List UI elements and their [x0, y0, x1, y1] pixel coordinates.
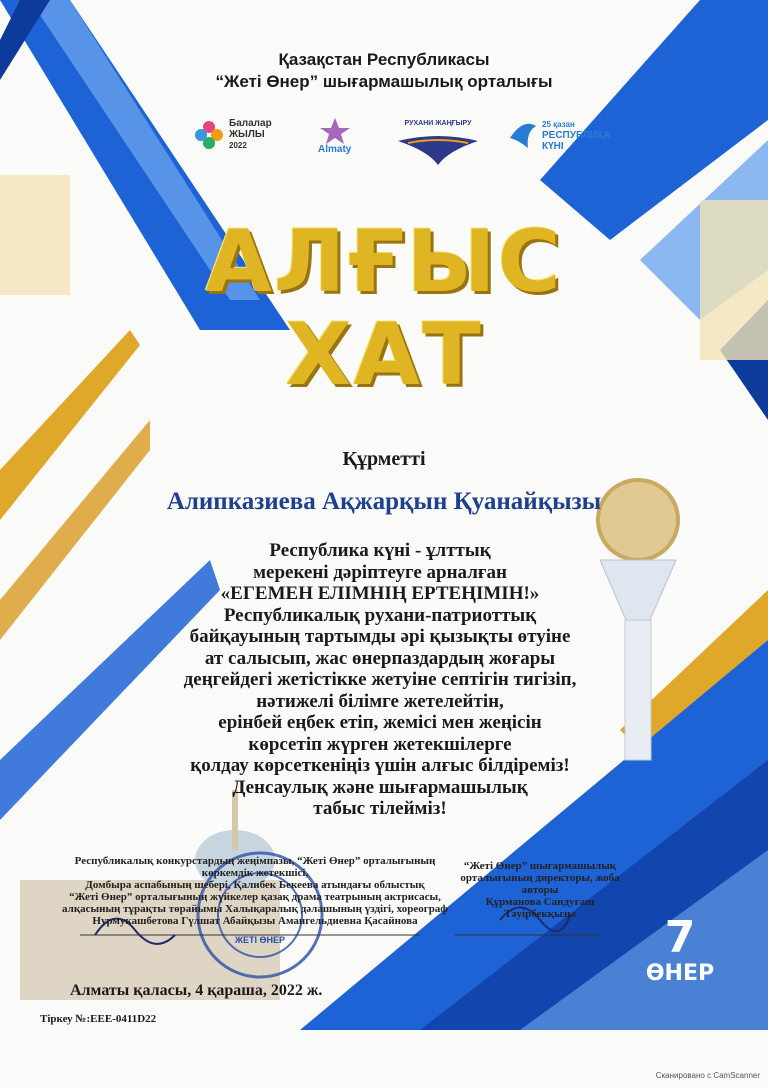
body-line: Республика күні - ұлттық: [269, 540, 491, 561]
signature-text-line: алқасының тұрақты төрайымы Халықаралық дәлашының үздігі, хореограф: [62, 903, 448, 915]
signature-text-line: Республикалық конкурстардың жеңімпазы, “Жеті Өнер” орталығының көркемдік жетекшісі,: [74, 855, 436, 879]
body-line: көрсетіп жүрген жетекшілерге: [248, 733, 512, 755]
body-line: Республикалық рухани-патриоттық: [223, 604, 537, 626]
logo-line: ЖЫЛЫ: [229, 129, 265, 140]
respublika-kuni-logo: [508, 118, 610, 152]
body-line: табыс тілейміз!: [313, 798, 447, 819]
stamp-text: ЖЕТІ ӨНЕР: [234, 935, 286, 945]
signature-text-line: “Жеті Өнер” шығармашылық: [463, 860, 617, 872]
city-date: Алматы қаласы, 4 қараша, 2022 ж.: [70, 982, 323, 999]
signature-text-line: орталығының директоры, жоба авторы: [460, 872, 620, 896]
signature-text-line: “Жеті Өнер” орталығының жүйкелер қазақ драма театрының актрисасы,: [69, 891, 441, 903]
body-line: қолдау көрсеткеніңіз үшін алғыс білдіреміз!: [190, 755, 570, 776]
salutation: Құрметті: [342, 448, 426, 470]
almaty-logo: [318, 118, 351, 155]
emblem-text: ӨНЕР: [645, 961, 715, 986]
organization-name: “Жеті Өнер” шығармашылық орталығы: [215, 72, 553, 91]
emblem-number: 7: [664, 912, 696, 963]
scanner-watermark: Сканировано с CamScanner: [655, 1071, 760, 1080]
star-icon: [320, 118, 350, 144]
dove-icon: [508, 118, 538, 152]
zheti-oner-emblem: [630, 912, 730, 1015]
body-line: мерекені дәріптеуге арналған: [253, 561, 507, 583]
signature-text-line: Домбыра аспабының шебері, Қалибек Бекеева атындағы облыстық: [85, 879, 425, 891]
body-line: «ЕГЕМЕН ЕЛІМНІҢ ЕРТЕҢІМІН!»: [220, 583, 540, 604]
bird-icon: [398, 131, 478, 165]
logo-line: РУХАНИ ЖАҢҒЫРУ: [404, 120, 472, 127]
body-line: деңгейдегі жетістікке жетуіне септігін тигізіп,: [183, 669, 577, 690]
logo-line: Балалар: [229, 118, 272, 129]
body-line: ат салысып, жас өнерпаздардың жоғары: [204, 647, 556, 669]
logo-line: 25 қазан: [542, 119, 575, 129]
body-line: байқауының тартымды әрі қызықты өтуіне: [189, 626, 571, 647]
logo-line: РЕСПУБЛИКА: [542, 129, 611, 141]
right-signature-block: [455, 860, 625, 920]
logo-line: 2022: [229, 141, 247, 150]
signature-text-line: Құрманова Сандуғаш Тәуірбекқызы: [485, 896, 595, 920]
rukhani-zhangyru-logo: [398, 118, 478, 165]
signature-text-line: Нурмукашбетова Гүлшат Абайқызы Амангельдиевна Қасайнова: [92, 915, 418, 927]
body-line: ерінбей еңбек етіп, жемісі мен жеңісін: [218, 712, 542, 733]
body-line: нәтижелі білімге жетелейтін,: [256, 690, 504, 712]
logo-line: КҮНІ: [542, 140, 564, 152]
flower-icon: [193, 119, 225, 151]
title-line2: ХАТ: [285, 305, 483, 405]
body-line: Денсаулық және шығармашылық: [232, 776, 528, 798]
recipient-name: Алипказиева Ақжарқын Қуанайқызы: [166, 488, 602, 515]
logo-line: Almaty: [318, 144, 352, 155]
registration-number: Тіркеу №:ЕЕЕ-0411D22: [40, 1013, 157, 1025]
organization-country: Қазақстан Республикасы: [278, 50, 490, 69]
title-line1: АЛҒЫС: [205, 212, 563, 312]
left-signature-block: [55, 855, 455, 927]
balalar-zhyly-logo: [193, 118, 272, 151]
